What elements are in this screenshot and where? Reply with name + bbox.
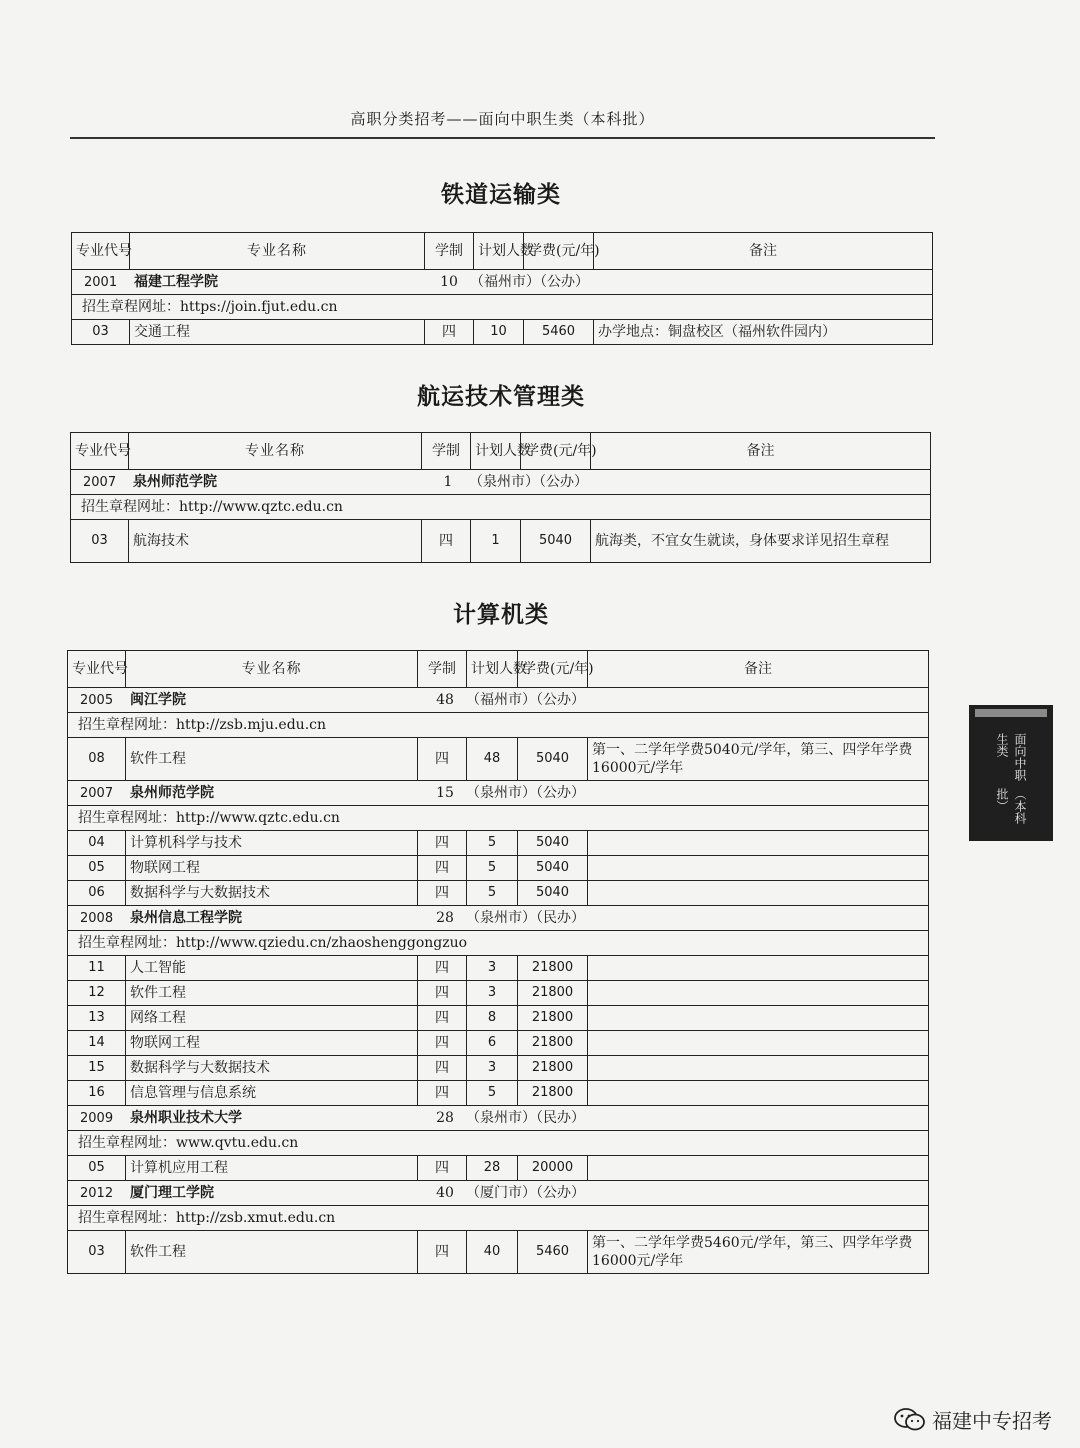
side-tab-line2: （本科批）: [995, 787, 1027, 824]
major-note: [588, 1031, 929, 1056]
major-plan: 3: [467, 1056, 518, 1081]
header-plan: 计划人数: [467, 651, 518, 688]
header-fee: 学费(元/年): [518, 651, 588, 688]
school-name: 泉州师范学院: [130, 784, 214, 801]
major-fee: 5040: [518, 856, 588, 881]
table-row: [68, 1006, 929, 1031]
url-row: [68, 713, 929, 738]
table-row: [68, 881, 929, 906]
school-location: （福州市）（公办）: [466, 691, 585, 708]
major-years: 四: [425, 320, 474, 345]
major-note: [588, 881, 929, 906]
school-row: [72, 270, 933, 295]
major-name: 数据科学与大数据技术: [126, 1056, 418, 1081]
major-fee: 21800: [518, 981, 588, 1006]
header-years: 学制: [425, 233, 474, 270]
major-code: 04: [68, 831, 126, 856]
url-row: [72, 295, 933, 320]
major-note: [588, 956, 929, 981]
major-name: 物联网工程: [126, 856, 418, 881]
school-code: 2009: [80, 1110, 114, 1126]
major-years: 四: [418, 1006, 467, 1031]
major-plan: 6: [467, 1031, 518, 1056]
major-fee: 21800: [518, 1031, 588, 1056]
header-rule: [70, 137, 935, 139]
url-row: [68, 806, 929, 831]
major-note: 第一、二学年学费5460元/学年，第三、四学年学费16000元/学年: [588, 1231, 929, 1274]
section-title: 铁道运输类: [441, 182, 561, 208]
major-plan: 8: [467, 1006, 518, 1031]
major-years: 四: [418, 981, 467, 1006]
table-row: [68, 831, 929, 856]
major-code: 16: [68, 1081, 126, 1106]
major-code: 13: [68, 1006, 126, 1031]
school-location: （厦门市）（公办）: [466, 1184, 585, 1201]
major-plan: 3: [467, 981, 518, 1006]
major-years: 四: [418, 1081, 467, 1106]
major-fee: 5040: [518, 831, 588, 856]
major-name: 计算机科学与技术: [126, 831, 418, 856]
table-shipping: [70, 432, 931, 563]
side-tab-line1: 面向中职生类: [995, 733, 1027, 781]
header-years: 学制: [422, 433, 471, 470]
major-fee: 5040: [518, 881, 588, 906]
table-header-row: [68, 651, 929, 688]
major-years: 四: [422, 520, 471, 563]
table-row: [71, 520, 931, 563]
major-code: 12: [68, 981, 126, 1006]
url-row: [68, 1131, 929, 1156]
major-note: 办学地点：铜盘校区（福州软件园内）: [594, 320, 933, 345]
major-code: 15: [68, 1056, 126, 1081]
major-plan: 3: [467, 956, 518, 981]
school-plan: 40: [436, 1184, 454, 1201]
school-location: （泉州市）（民办）: [466, 1109, 585, 1126]
table-row: [68, 1231, 929, 1274]
major-note: [588, 981, 929, 1006]
url-row: [68, 931, 929, 956]
major-fee: 5460: [518, 1231, 588, 1274]
school-row: [68, 781, 929, 806]
major-name: 软件工程: [126, 981, 418, 1006]
school-url[interactable]: www.qvtu.edu.cn: [176, 1135, 299, 1151]
major-name: 软件工程: [126, 738, 418, 781]
major-years: 四: [418, 1156, 467, 1181]
major-note: 航海类，不宜女生就读，身体要求详见招生章程: [591, 520, 931, 563]
major-plan: 5: [467, 1081, 518, 1106]
major-code: 05: [68, 1156, 126, 1181]
url-row: [71, 495, 931, 520]
major-fee: 21800: [518, 956, 588, 981]
major-code: 03: [72, 320, 130, 345]
school-url[interactable]: http://zsb.xmut.edu.cn: [176, 1210, 336, 1226]
major-fee: 5460: [524, 320, 594, 345]
school-code: 2012: [80, 1185, 114, 1201]
url-label: 招生章程网址：: [78, 935, 176, 951]
table-row: [72, 320, 933, 345]
table-row: [68, 956, 929, 981]
header-code: 专业代号: [72, 233, 130, 270]
header-years: 学制: [418, 651, 467, 688]
major-note: [588, 1006, 929, 1031]
side-tab: [969, 705, 1053, 841]
major-note: [588, 1056, 929, 1081]
school-url[interactable]: https://join.fjut.edu.cn: [180, 299, 338, 315]
major-years: 四: [418, 856, 467, 881]
major-name: 软件工程: [126, 1231, 418, 1274]
major-name: 计算机应用工程: [126, 1156, 418, 1181]
major-code: 03: [68, 1231, 126, 1274]
table-row: [68, 738, 929, 781]
major-note: [588, 831, 929, 856]
major-code: 08: [68, 738, 126, 781]
major-fee: 21800: [518, 1056, 588, 1081]
school-code: 2001: [84, 274, 118, 290]
table-railway: [71, 232, 933, 345]
table-row: [68, 1156, 929, 1181]
major-plan: 5: [467, 881, 518, 906]
section-title: 计算机类: [453, 602, 549, 628]
table-computer: [67, 650, 929, 1274]
school-row: [71, 470, 931, 495]
school-name: 闽江学院: [130, 691, 186, 708]
major-note: [588, 856, 929, 881]
table-header-row: [71, 433, 931, 470]
wechat-icon: [894, 1407, 926, 1433]
major-plan: 5: [467, 831, 518, 856]
major-fee: 20000: [518, 1156, 588, 1181]
table-row: [68, 1031, 929, 1056]
school-plan: 28: [436, 1109, 454, 1126]
school-row: [68, 906, 929, 931]
major-plan: 10: [474, 320, 524, 345]
major-name: 网络工程: [126, 1006, 418, 1031]
school-url[interactable]: http://www.qziedu.cn/zhaoshenggongzuo: [176, 935, 468, 951]
school-location: （泉州市）（公办）: [466, 784, 585, 801]
table-row: [68, 1081, 929, 1106]
major-fee: 21800: [518, 1081, 588, 1106]
school-name: 泉州职业技术大学: [130, 1109, 242, 1126]
major-note: [588, 1156, 929, 1181]
header-fee: 学费(元/年): [521, 433, 591, 470]
header-note: 备注: [594, 233, 933, 270]
school-location: （泉州市）（民办）: [466, 909, 585, 926]
major-plan: 1: [471, 520, 521, 563]
school-plan: 10: [440, 273, 458, 290]
url-label: 招生章程网址：: [78, 1210, 176, 1226]
school-name: 泉州师范学院: [133, 473, 217, 490]
major-years: 四: [418, 1031, 467, 1056]
major-code: 06: [68, 881, 126, 906]
school-name: 福建工程学院: [134, 273, 218, 290]
major-note: 第一、二学年学费5040元/学年，第三、四学年学费16000元/学年: [588, 738, 929, 781]
section-title: 航运技术管理类: [417, 384, 585, 410]
school-name: 厦门理工学院: [130, 1184, 214, 1201]
major-years: 四: [418, 881, 467, 906]
school-plan: 1: [443, 473, 453, 490]
major-name: 信息管理与信息系统: [126, 1081, 418, 1106]
major-fee: 5040: [521, 520, 591, 563]
major-fee: 5040: [518, 738, 588, 781]
url-label: 招生章程网址：: [78, 717, 176, 733]
header-name: 专业名称: [130, 233, 425, 270]
school-plan: 48: [436, 691, 454, 708]
school-code: 2008: [80, 910, 114, 926]
header-fee: 学费(元/年): [524, 233, 594, 270]
header-code: 专业代号: [71, 433, 129, 470]
table-row: [68, 981, 929, 1006]
school-location: （福州市）（公办）: [470, 273, 589, 290]
major-code: 11: [68, 956, 126, 981]
major-years: 四: [418, 1231, 467, 1274]
major-years: 四: [418, 831, 467, 856]
major-fee: 21800: [518, 1006, 588, 1031]
major-years: 四: [418, 738, 467, 781]
school-code: 2005: [80, 692, 114, 708]
major-name: 物联网工程: [126, 1031, 418, 1056]
table-row: [68, 856, 929, 881]
header-plan: 计划人数: [471, 433, 521, 470]
school-name: 泉州信息工程学院: [130, 909, 242, 926]
major-name: 人工智能: [126, 956, 418, 981]
major-code: 05: [68, 856, 126, 881]
url-label: 招生章程网址：: [81, 499, 179, 515]
school-row: [68, 688, 929, 713]
side-tab-stripe: [975, 709, 1047, 717]
school-url[interactable]: http://www.qztc.edu.cn: [176, 810, 340, 826]
school-row: [68, 1106, 929, 1131]
url-row: [68, 1206, 929, 1231]
school-url[interactable]: http://zsb.mju.edu.cn: [176, 717, 327, 733]
header-name: 专业名称: [129, 433, 422, 470]
watermark-text: 福建中专招考: [932, 1409, 1052, 1433]
school-location: （泉州市）（公办）: [469, 473, 588, 490]
major-years: 四: [418, 956, 467, 981]
major-name: 数据科学与大数据技术: [126, 881, 418, 906]
watermark: [894, 1405, 1052, 1434]
major-note: [588, 1081, 929, 1106]
header-plan: 计划人数: [474, 233, 524, 270]
major-plan: 48: [467, 738, 518, 781]
header-code: 专业代号: [68, 651, 126, 688]
url-label: 招生章程网址：: [78, 1135, 176, 1151]
major-code: 03: [71, 520, 129, 563]
side-tab-text: [969, 733, 1053, 833]
header-note: 备注: [591, 433, 931, 470]
major-plan: 40: [467, 1231, 518, 1274]
major-name: 交通工程: [130, 320, 425, 345]
url-label: 招生章程网址：: [78, 810, 176, 826]
running-head: 高职分类招考——面向中职生类（本科批）: [350, 110, 655, 128]
header-name: 专业名称: [126, 651, 418, 688]
table-header-row: [72, 233, 933, 270]
table-row: [68, 1056, 929, 1081]
major-plan: 28: [467, 1156, 518, 1181]
school-code: 2007: [83, 474, 117, 490]
school-code: 2007: [80, 785, 114, 801]
major-code: 14: [68, 1031, 126, 1056]
school-row: [68, 1181, 929, 1206]
school-url[interactable]: http://www.qztc.edu.cn: [179, 499, 343, 515]
major-name: 航海技术: [129, 520, 422, 563]
school-plan: 15: [436, 784, 454, 801]
header-note: 备注: [588, 651, 929, 688]
url-label: 招生章程网址：: [82, 299, 180, 315]
major-plan: 5: [467, 856, 518, 881]
school-plan: 28: [436, 909, 454, 926]
major-years: 四: [418, 1056, 467, 1081]
